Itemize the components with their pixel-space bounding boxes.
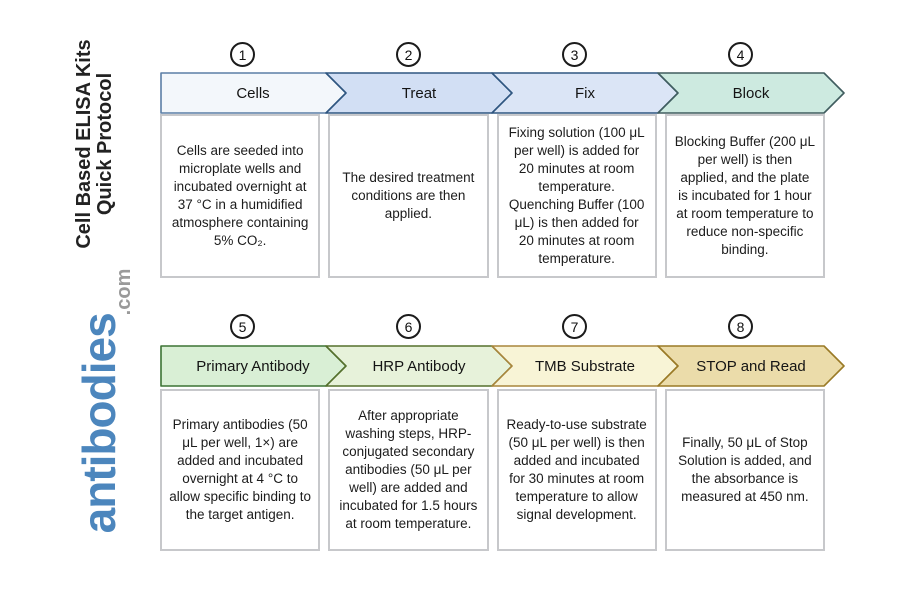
step-8-number-text: 8 xyxy=(736,318,745,335)
row-2-descriptions xyxy=(160,389,825,551)
step-5-arrow-label: Primary Antibody xyxy=(196,357,310,375)
step-1-arrow-label: Cells xyxy=(236,84,270,102)
step-7-description: Ready-to-use substrate (50 μL per well) is then added and incubated for 30 minutes at room temperature to allow signal development. xyxy=(506,416,647,523)
step-8-arrow-label: STOP and Read xyxy=(696,357,806,375)
step-1-number xyxy=(230,42,255,67)
step-6-number-text: 6 xyxy=(404,318,413,335)
step-7-number-text: 7 xyxy=(570,318,579,335)
step-3-description: Fixing solution (100 μL per well) is added for 20 minutes at room temperature. Quenching Buffer (100 μL) is then added for 20 minutes at room temperature. xyxy=(508,124,645,267)
step-1-description: Cells are seeded into microplate wells and incubated overnight at 37 °C in a humidified atmosphere containing 5% CO₂. xyxy=(171,142,309,249)
step-2-arrow-label: Treat xyxy=(401,84,437,102)
brand-tld: .com xyxy=(113,268,135,316)
step-2-number xyxy=(396,42,421,67)
step-4-description: Blocking Buffer (200 μL per well) is then applied, and the plate is incubated for 1 hour at room temperature to reduce non-specific binding. xyxy=(674,133,816,258)
brand-name: antibodies xyxy=(73,313,125,534)
step-2-description-box xyxy=(328,114,488,278)
page-title xyxy=(74,14,116,274)
step-5-number-text: 5 xyxy=(238,318,247,335)
step-5-description: Primary antibodies (50 μL per well, 1×) are added and incubated overnight at 4 °C to allow specific binding to the target antigen. xyxy=(169,416,312,523)
step-8-number xyxy=(728,314,753,339)
step-6-number xyxy=(396,314,421,339)
step-3-description-box xyxy=(497,114,657,278)
step-7-number xyxy=(562,314,587,339)
step-6-description-box xyxy=(328,389,488,551)
step-3-number-text: 3 xyxy=(570,46,579,63)
step-1-number-text: 1 xyxy=(238,46,247,63)
step-7-arrow-label: TMB Substrate xyxy=(534,357,636,375)
title-line-1: Cell Based ELISA Kits xyxy=(73,39,95,249)
protocol-diagram xyxy=(160,0,846,594)
step-2-description: The desired treatment conditions are then applied. xyxy=(342,169,475,222)
step-2-number-text: 2 xyxy=(404,46,413,63)
title-line-2: Quick Protocol xyxy=(94,72,116,216)
step-6-arrow-label: HRP Antibody xyxy=(372,357,466,375)
step-5-number xyxy=(230,314,255,339)
step-7-description-box xyxy=(497,389,657,551)
step-5-description-box xyxy=(160,389,320,551)
step-4-number-text: 4 xyxy=(736,46,745,63)
step-6-description: After appropriate washing steps, HRP-conjugated secondary antibodies (50 μL per well) are added and incubated for 1.5 hours at room temperature. xyxy=(339,407,478,532)
row-1-descriptions xyxy=(160,114,825,278)
step-4-number xyxy=(728,42,753,67)
brand-logo xyxy=(72,267,135,534)
step-4-arrow-label: Block xyxy=(732,84,770,102)
step-3-number xyxy=(562,42,587,67)
step-4-description-box xyxy=(665,114,825,278)
step-8-description: Finally, 50 μL of Stop Solution is added, and the absorbance is measured at 450 nm. xyxy=(678,434,812,505)
step-1-description-box xyxy=(160,114,320,278)
step-3-arrow-label: Fix xyxy=(575,84,595,102)
step-8-description-box xyxy=(665,389,825,551)
